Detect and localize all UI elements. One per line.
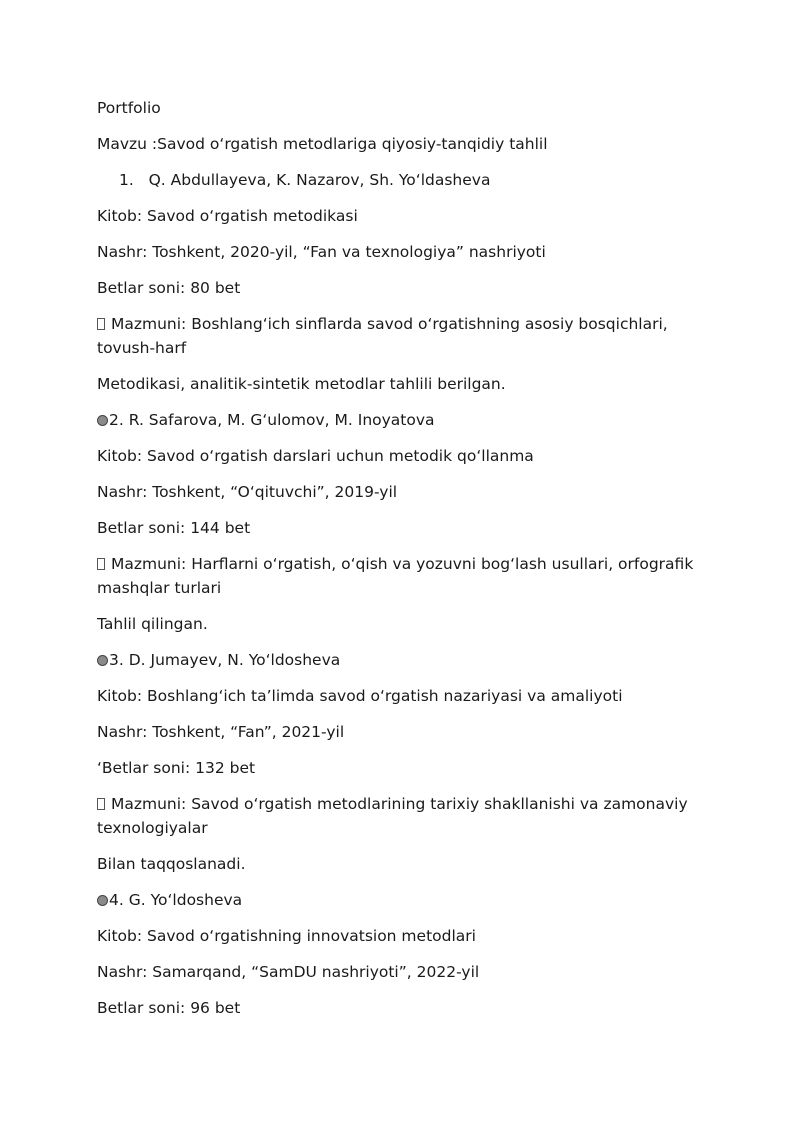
- entry-2-summary: [97, 552, 697, 600]
- entry-4-book: Kitob: Savod o‘rgatishning innovatsion metodlari: [97, 927, 476, 945]
- entry-authors: Q. Abdullayeva, K. Nazarov, Sh. Yo‘ldasheva: [148, 171, 491, 189]
- entry-4-publication: Nashr: Samarqand, “SamDU nashriyoti”, 2022-yil: [97, 963, 480, 981]
- entry-2-pages: Betlar soni: 144 bet: [97, 519, 251, 537]
- entry-3-summary-cont: Bilan taqqoslanadi.: [97, 855, 246, 873]
- entry-3-publication: Nashr: Toshkent, “Fan”, 2021-yil: [97, 723, 345, 741]
- entry-1-pages: Betlar soni: 80 bet: [97, 279, 241, 297]
- list-number: 4.: [109, 891, 124, 909]
- list-number: 2.: [109, 411, 124, 429]
- document-topic: Mavzu :Savod o‘rgatish metodlariga qiyosiy-tanqidiy tahlil: [97, 135, 548, 153]
- missing-glyph-icon: [97, 558, 105, 570]
- entry-1-book: Kitob: Savod o‘rgatish metodikasi: [97, 207, 358, 225]
- entry-summary: Mazmuni: Savod o‘rgatish metodlarining tarixiy shakllanishi va zamonaviy texnologiyalar: [97, 795, 688, 837]
- bullet-circle-icon: [97, 415, 108, 426]
- entry-1-authors: [97, 168, 697, 192]
- document-body: [97, 96, 697, 1032]
- entry-summary: Mazmuni: Harflarni o‘rgatish, o‘qish va yozuvni bog‘lash usullari, orfografik mashqlar turlari: [97, 555, 694, 597]
- entry-authors: G. Yo‘ldosheva: [128, 891, 243, 909]
- document-title: Portfolio: [97, 99, 161, 117]
- entry-2-authors: [97, 408, 697, 432]
- entry-3-pages: ‘Betlar soni: 132 bet: [97, 759, 256, 777]
- entry-4-pages: Betlar soni: 96 bet: [97, 999, 241, 1017]
- entry-3-summary: [97, 792, 697, 840]
- bullet-circle-icon: [97, 895, 108, 906]
- list-number: 1.: [119, 171, 134, 189]
- entry-3-authors: [97, 648, 697, 672]
- entry-2-publication: Nashr: Toshkent, “O‘qituvchi”, 2019-yil: [97, 483, 398, 501]
- entry-1-summary-cont: Metodikasi, analitik-sintetik metodlar tahlili berilgan.: [97, 375, 506, 393]
- missing-glyph-icon: [97, 798, 105, 810]
- entry-authors: D. Jumayev, N. Yo‘ldosheva: [128, 651, 341, 669]
- entry-3-book: Kitob: Boshlang‘ich ta’limda savod o‘rgatish nazariyasi va amaliyoti: [97, 687, 623, 705]
- bullet-circle-icon: [97, 655, 108, 666]
- entry-authors: R. Safarova, M. G‘ulomov, M. Inoyatova: [128, 411, 435, 429]
- entry-1-summary: [97, 312, 697, 360]
- missing-glyph-icon: [97, 318, 105, 330]
- entry-2-book: Kitob: Savod o‘rgatish darslari uchun metodik qo‘llanma: [97, 447, 534, 465]
- list-number: 3.: [109, 651, 124, 669]
- entry-summary: Mazmuni: Boshlang‘ich sinflarda savod o‘rgatishning asosiy bosqichlari, tovush-harf: [97, 315, 668, 357]
- entry-1-publication: Nashr: Toshkent, 2020-yil, “Fan va texnologiya” nashriyoti: [97, 243, 546, 261]
- entry-4-authors: [97, 888, 697, 912]
- entry-2-summary-cont: Tahlil qilingan.: [97, 615, 208, 633]
